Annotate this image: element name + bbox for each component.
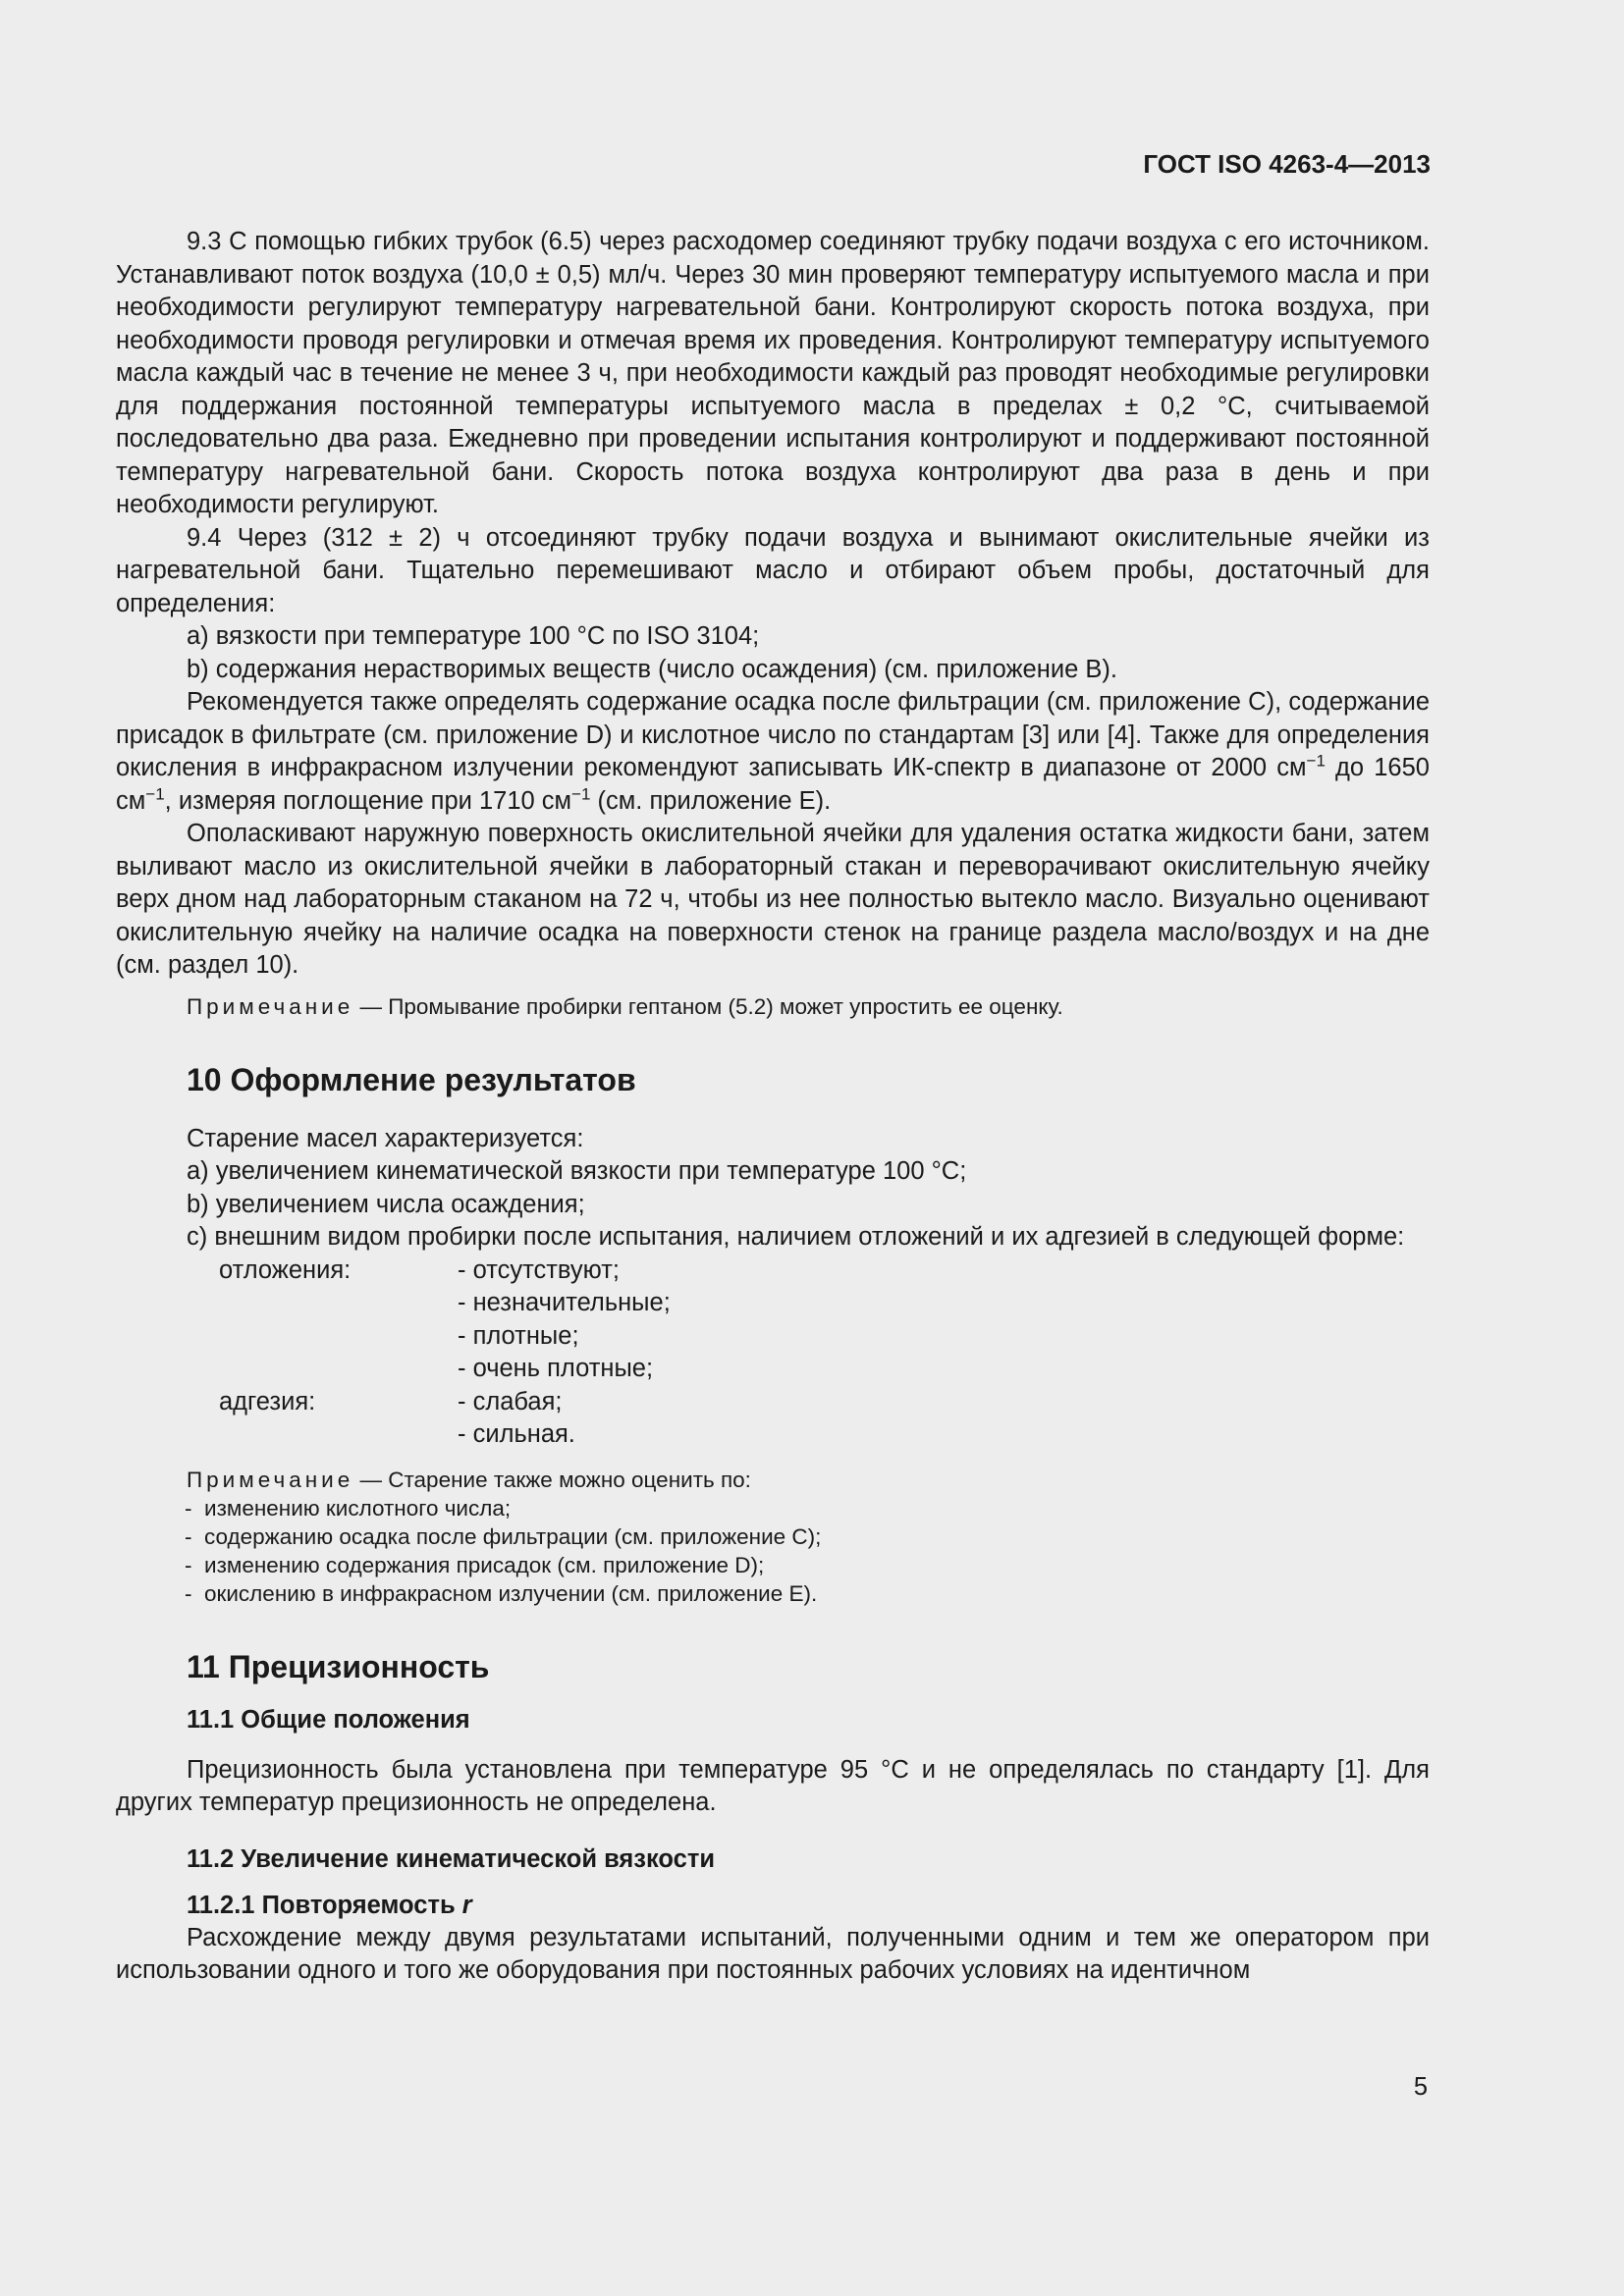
section-11-1-text: Прецизионность была установлена при температуре 95 °С и не определялась по стандарту [1]. Для других температур прецизионность не определена. [116, 1755, 1430, 1816]
list-item-a: а) вязкости при температуре 100 °С по ISO 3104; [187, 622, 760, 650]
adhesion-label: адгезия: [219, 1387, 316, 1415]
section-11-2-1-text: Расхождение между двумя результатами испытаний, полученными одним и тем же оператором при использовании одного и того же оборудования при постоянных рабочих условиях на идентичном [116, 1923, 1430, 1984]
adhesion-option: - слабая; [458, 1386, 1430, 1419]
recommendation-paragraph: Рекомендуется также определять содержание осадка после фильтрации (см. приложение С), содержание присадок в фильтрате (см. приложение D) и кислотное число по стандартам [3] или [4]. Также для определения окисления в инфракрасном излучении рекомендуют записывать ИК-спектр в диапазоне от 2000 $см^{-1}$ до 1650 $см^{-1}$, измеряя поглощение при 1710 $см^{-1}$ (см. приложение Е). [116, 688, 1430, 815]
section-10-intro: Старение масел характеризуется: [187, 1124, 584, 1152]
list-item-b: b) содержания нерастворимых веществ (число осаждения) (см. приложение В). [187, 655, 1117, 683]
note-10-list [116, 1494, 1430, 1608]
rinse-paragraph: Ополаскивают наружную поверхность окислительной ячейки для удаления остатка жидкости бани, затем выливают масло из окислительной ячейки в лабораторный стакан и переворачивают окислительную ячейку верх дном над лабораторным стаканом на 72 ч, чтобы из нее полностью вытекло масло. Визуально оценивают окислительную ячейку на наличие осадка на поверхности стенок на границе раздела масло/воздух и на дне (см. раздел 10). [116, 820, 1430, 979]
section-11-2-1-heading: 11.2.1 Повторяемость r [187, 1891, 472, 1919]
page-content [116, 226, 1430, 1988]
deposit-option: - очень плотные; [458, 1353, 1430, 1386]
section-11-heading: 11 Прецизионность [187, 1648, 490, 1684]
paragraph-9-3: 9.3 С помощью гибких трубок (6.5) через расходомер соединяют трубку подачи воздуха с его источником. Устанавливают поток воздуха (10,0 ± 0,5) мл/ч. Через 30 мин проверяют температуру испытуемого масла и при необходимости регулируют температуру нагревательной бани. Контролируют скорость потока воздуха, при необходимости проводя регулировки и отмечая время их проведения. Контролируют температуру испытуемого масла каждый час в течение не менее 3 ч, при необходимости каждый раз проводят необходимые регулировки для поддержания постоянной температуры испытуемого масла в пределах ± 0,2 °С, считываемой последовательно два раза. Ежедневно при проведении испытания контролируют и поддерживают постоянной температуру нагревательной бани. Скорость потока воздуха контролируют два раза в день и при необходимости регулируют. [116, 228, 1430, 518]
note-10: Примечание — Старение также можно оценить по: [187, 1467, 751, 1492]
deposit-option: - отсутствуют; [458, 1255, 1430, 1288]
note-9: Примечание — Промывание пробирки гептаном (5.2) может упростить ее оценку. [187, 993, 1063, 1019]
adhesion-option: - сильная. [458, 1418, 1430, 1452]
note-list-item: - изменению кислотного числа; [185, 1494, 1430, 1522]
section-10-item-b: b) увеличением числа осаждения; [187, 1190, 585, 1218]
deposits-adhesion-table [116, 1255, 1430, 1452]
paragraph-9-4: 9.4 Через (312 ± 2) ч отсоединяют трубку подачи воздуха и вынимают окислительные ячейки из нагревательной бани. Тщательно перемешивают масло и отбирают объем пробы, достаточный для определения: [116, 523, 1430, 617]
note-list-item: - содержанию осадка после фильтрации (см. приложение С); [185, 1522, 1430, 1551]
document-code: ГОСТ ISO 4263-4—2013 [1143, 149, 1431, 179]
deposit-option: - плотные; [458, 1320, 1430, 1354]
note-list-item: - окислению в инфракрасном излучении (см. приложение Е). [185, 1579, 1430, 1608]
page-number: 5 [1413, 2073, 1428, 2101]
note-list-item: - изменению содержания присадок (см. приложение D); [185, 1551, 1430, 1579]
deposits-label: отложения: [219, 1255, 352, 1284]
section-11-2-heading: 11.2 Увеличение кинематической вязкости [187, 1844, 715, 1873]
deposit-option: - незначительные; [458, 1287, 1430, 1320]
section-11-1-heading: 11.1 Общие положения [187, 1705, 470, 1734]
section-10-heading: 10 Оформление результатов [187, 1061, 636, 1097]
section-10-item-a: а) увеличением кинематической вязкости при температуре 100 °С; [187, 1157, 967, 1185]
section-10-item-c: с) внешним видом пробирки после испытания, наличием отложений и их адгезией в следующей форме: [187, 1223, 1405, 1251]
